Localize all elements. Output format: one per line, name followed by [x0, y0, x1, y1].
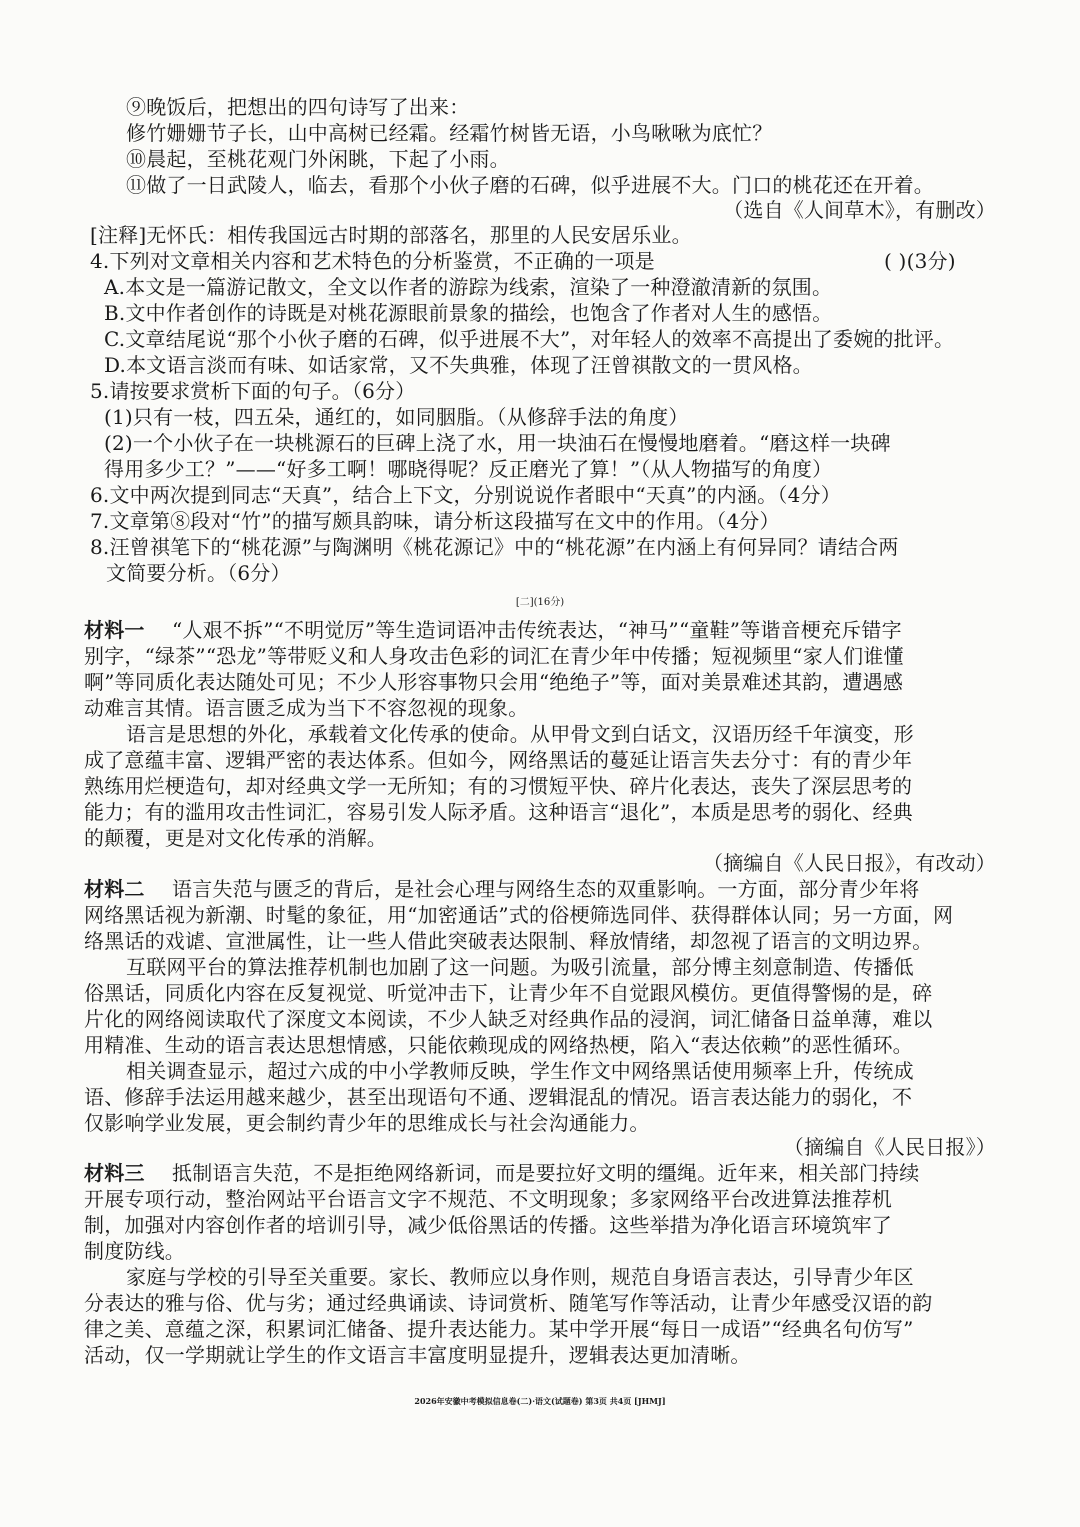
- material-1-text: 动难言其情。语言匮乏成为当下不容忽视的现象。: [84, 696, 529, 720]
- material-2-text: 相关调查显示，超过六成的中小学教师反映，学生作文中网络黑话使用频率上升，传统成: [126, 1059, 914, 1083]
- material-1-text: “人艰不拆”“不明觉厉”等生造词语冲击传统表达，“神马”“童鞋”等谐音梗充斥错字: [172, 618, 902, 642]
- material-2-text: 俗黑话，同质化内容在反复视觉、听觉冲击下，让青少年不自觉跟风模仿。更值得警惕的是，碎: [84, 981, 933, 1005]
- material-3-text: 抵制语言失范，不是拒绝网络新词，而是要拉好文明的缰绳。近年来，相关部门持续: [172, 1161, 920, 1185]
- question-7: 7.文章第⑧段对“竹”的描写颇具韵味，请分析这段描写在文中的作用。（4分）: [90, 509, 780, 533]
- question-4-option-a: A.本文是一篇游记散文，全文以作者的游踪为线索，渲染了一种澄澈清新的氛围。: [104, 275, 833, 299]
- question-8-cont: 文简要分析。（6分）: [106, 561, 291, 585]
- material-2-text: 片化的网络阅读取代了深度文本阅读，不少人缺乏对经典作品的浸润，词汇储备日益单薄，难以: [84, 1007, 933, 1031]
- material-1-text: 啊”等同质化表达随处可见；不少人形容事物只会用“绝绝子”等，面对美景难述其韵，遭遇感: [84, 670, 904, 694]
- material-1-text: 别字，“绿茶”“恐龙”等带贬义和人身攻击色彩的词汇在青少年中传播；短视频里“家人们谁懂: [84, 644, 904, 668]
- material-3-text: 活动，仅一学期就让学生的作文语言丰富度明显提升，逻辑表达更加清晰。: [84, 1343, 751, 1367]
- question-4-option-d: D.本文语言淡而有味、如话家常，又不失典雅，体现了汪曾祺散文的一贯风格。: [104, 353, 813, 377]
- material-2-text: 仅影响学业发展，更会制约青少年的思维成长与社会沟通能力。: [84, 1111, 650, 1135]
- question-4: 4.下列对文章相关内容和艺术特色的分析鉴赏，不正确的一项是: [90, 249, 655, 273]
- material-1-text: 语言是思想的外化，承载着文化传承的使命。从甲骨文到白话文，汉语历经千年演变，形: [126, 722, 914, 746]
- question-4-option-b: B.文中作者创作的诗既是对桃花源眼前景象的描绘，也饱含了作者对人生的感悟。: [104, 301, 833, 325]
- question-5: 5.请按要求赏析下面的句子。（6分）: [90, 379, 416, 403]
- material-2-text: 互联网平台的算法推荐机制也加剧了这一问题。为吸引流量，部分博主刻意制造、传播低: [126, 955, 914, 979]
- material-3-text: 制，加强对内容创作者的培训引导，减少低俗黑话的传播。这些举措为净化语言环境筑牢了: [84, 1213, 892, 1237]
- question-5-part-2-cont: 得用多少工？”——“好多工啊！哪晓得呢？反正磨光了算！”（从人物描写的角度）: [104, 457, 833, 481]
- paragraph-11: ⑪做了一日武陵人，临去，看那个小伙子磨的石碑，似乎进展不大。门口的桃花还在开着。: [126, 173, 934, 197]
- material-3-text: 制度防线。: [84, 1239, 185, 1263]
- material-1-text: 熟练用烂梗造句，却对经典文学一无所知；有的习惯短平快、碎片化表达，丧失了深层思考的: [84, 774, 913, 798]
- section-2-heading: [二](16分): [515, 597, 565, 608]
- material-2-text: 络黑话的戏谑、宣泄属性，让一些人借此突破表达限制、释放情绪，却忽视了语言的文明边界。: [84, 929, 933, 953]
- material-1-text: 的颠覆，更是对文化传承的消解。: [84, 826, 387, 850]
- annotation-note: [注释]无怀氏：相传我国远古时期的部落名，那里的人民安居乐业。: [90, 223, 692, 247]
- question-4-option-c: C.文章结尾说“那个小伙子磨的石碑，似乎进展不大”，对年轻人的效率不高提出了委婉的批评。: [104, 327, 955, 351]
- question-8: 8.汪曾祺笔下的“桃花源”与陶渊明《桃花源记》中的“桃花源”在内涵上有何异同？请结合两: [90, 535, 899, 559]
- material-1-label: 材料一: [84, 618, 145, 642]
- material-3-text: 开展专项行动，整治网站平台语言文字不规范、不文明现象；多家网络平台改进算法推荐机: [84, 1187, 892, 1211]
- material-1-text: 能力；有的滥用攻击性词汇，容易引发人际矛盾。这种语言“退化”，本质是思考的弱化、经典: [84, 800, 913, 824]
- material-3-text: 分表达的雅与俗、优与劣；通过经典诵读、诗词赏析、随笔写作等活动，让青少年感受汉语的韵: [84, 1291, 933, 1315]
- material-2-text: 语、修辞手法运用越来越少，甚至出现语句不通、逻辑混乱的情况。语言表达能力的弱化，不: [84, 1085, 913, 1109]
- material-2-text: 语言失范与匮乏的背后，是社会心理与网络生态的双重影响。一方面，部分青少年将: [172, 877, 920, 901]
- page-footer: 2026年安徽中考模拟信息卷(二)·语文(试题卷) 第3页 共4页 [JHMJ]: [414, 1396, 666, 1406]
- material-3-text: 家庭与学校的引导至关重要。家长、教师应以身作则，规范自身语言表达，引导青少年区: [126, 1265, 914, 1289]
- material-2-text: 用精准、生动的语言表达思想情感，只能依赖现成的网络热梗，陷入“表达依赖”的恶性循环。: [84, 1033, 913, 1057]
- material-2-source: （摘编自《人民日报》）: [783, 1135, 996, 1159]
- material-2-text: 网络黑话视为新潮、时髦的象征，用“加密通话”式的俗梗筛选同伴、获得群体认同；另一方面，网: [84, 903, 954, 927]
- story-source: （选自《人间草木》，有删改）: [723, 198, 996, 222]
- paragraph-10: ⑩晨起，至桃花观门外闲眺，下起了小雨。: [126, 147, 510, 171]
- question-5-part-2: (2)一个小伙子在一块桃源石的巨碑上浇了水，用一块油石在慢慢地磨着。“磨这样一块碑: [104, 431, 891, 455]
- material-3-label: 材料三: [84, 1161, 145, 1185]
- paragraph-9: ⑨晚饭后，把想出的四句诗写了出来：: [126, 95, 470, 119]
- question-5-part-1: (1)只有一枝，四五朵，通红的，如同胭脂。（从修辞手法的角度）: [104, 405, 689, 429]
- question-6: 6.文中两次提到同志“天真”，结合上下文，分别说说作者眼中“天真”的内涵。（4分）: [90, 483, 841, 507]
- material-1-source: （摘编自《人民日报》，有改动）: [703, 851, 996, 875]
- material-3-text: 律之美、意蕴之深，积累词汇储备、提升表达能力。某中学开展“每日一成语”“经典名句仿写”: [84, 1317, 914, 1341]
- material-1-text: 成了意蕴丰富、逻辑严密的表达体系。但如今，网络黑话的蔓延让语言失去分寸：有的青少年: [84, 748, 913, 772]
- material-2-label: 材料二: [84, 877, 145, 901]
- question-4-answer-blank: ( )(3分): [884, 249, 956, 273]
- poem-line: 修竹姗姗节子长，山中高树已经霜。经霜竹树皆无语，小鸟啾啾为底忙？: [126, 121, 773, 145]
